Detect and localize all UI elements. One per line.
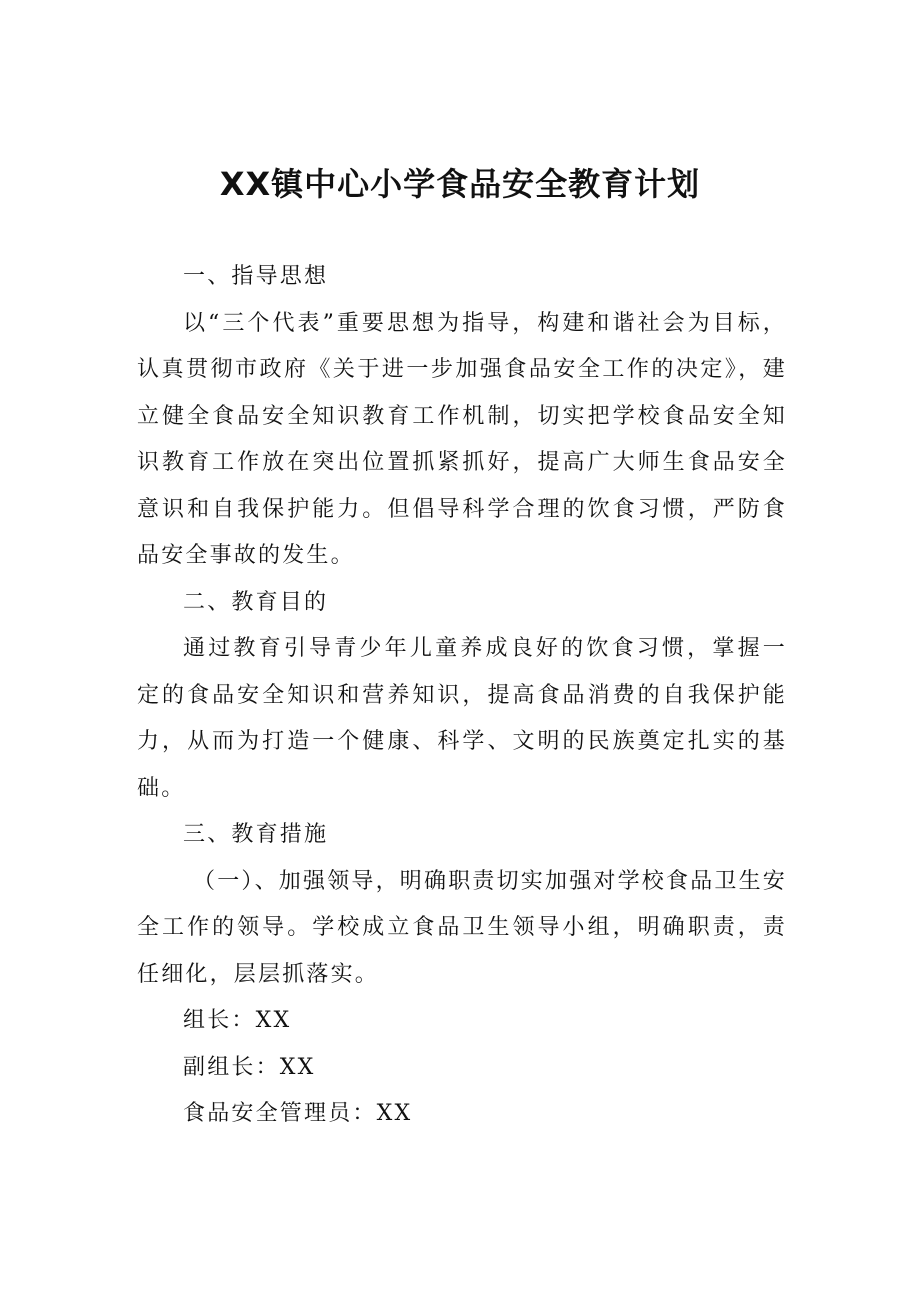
page-title: XX镇中心小学食品安全教育计划 — [219, 165, 701, 203]
section-heading-education-measures: 三、教育措施 — [183, 822, 329, 847]
section-heading-guiding-thought: 一、指导思想 — [183, 264, 329, 289]
section-heading-education-purpose: 二、教育目的 — [183, 589, 329, 615]
role-food-safety-administrator: 食品安全管理员：XX — [183, 1101, 413, 1126]
role-group-leader: 组长：XX — [183, 1008, 292, 1033]
paragraph-guiding-thought: 以“三个代表”重要思想为指导，构建和谐社会为目标，认真贯彻市政府《关于进一步加强食品安全工作的决定》，建立健全食品安全知识教育工作机制，切实把学校食品安全知识教育工作放在突出位置抓紧抓好，提高广大师生食品安全意识和自我保护能力。但倡导科学合理的饮食习惯，严防食品安全事故的发生。 — [137, 310, 787, 568]
role-deputy-group-leader: 副组长：XX — [183, 1054, 316, 1080]
paragraph-education-measures: （一）、加强领导，明确职责切实加强对学校食品卫生安全工作的领导。学校成立食品卫生领导小组，明确职责，责任细化，层层抓落实。 — [137, 868, 788, 987]
paragraph-education-purpose: 通过教育引导青少年儿童养成良好的饮食习惯，掌握一定的食品安全知识和营养知识，提高食品消费的自我保护能力，从而为打造一个健康、科学、文明的民族奠定扎实的基础。 — [137, 636, 787, 801]
document-body — [137, 254, 787, 1138]
